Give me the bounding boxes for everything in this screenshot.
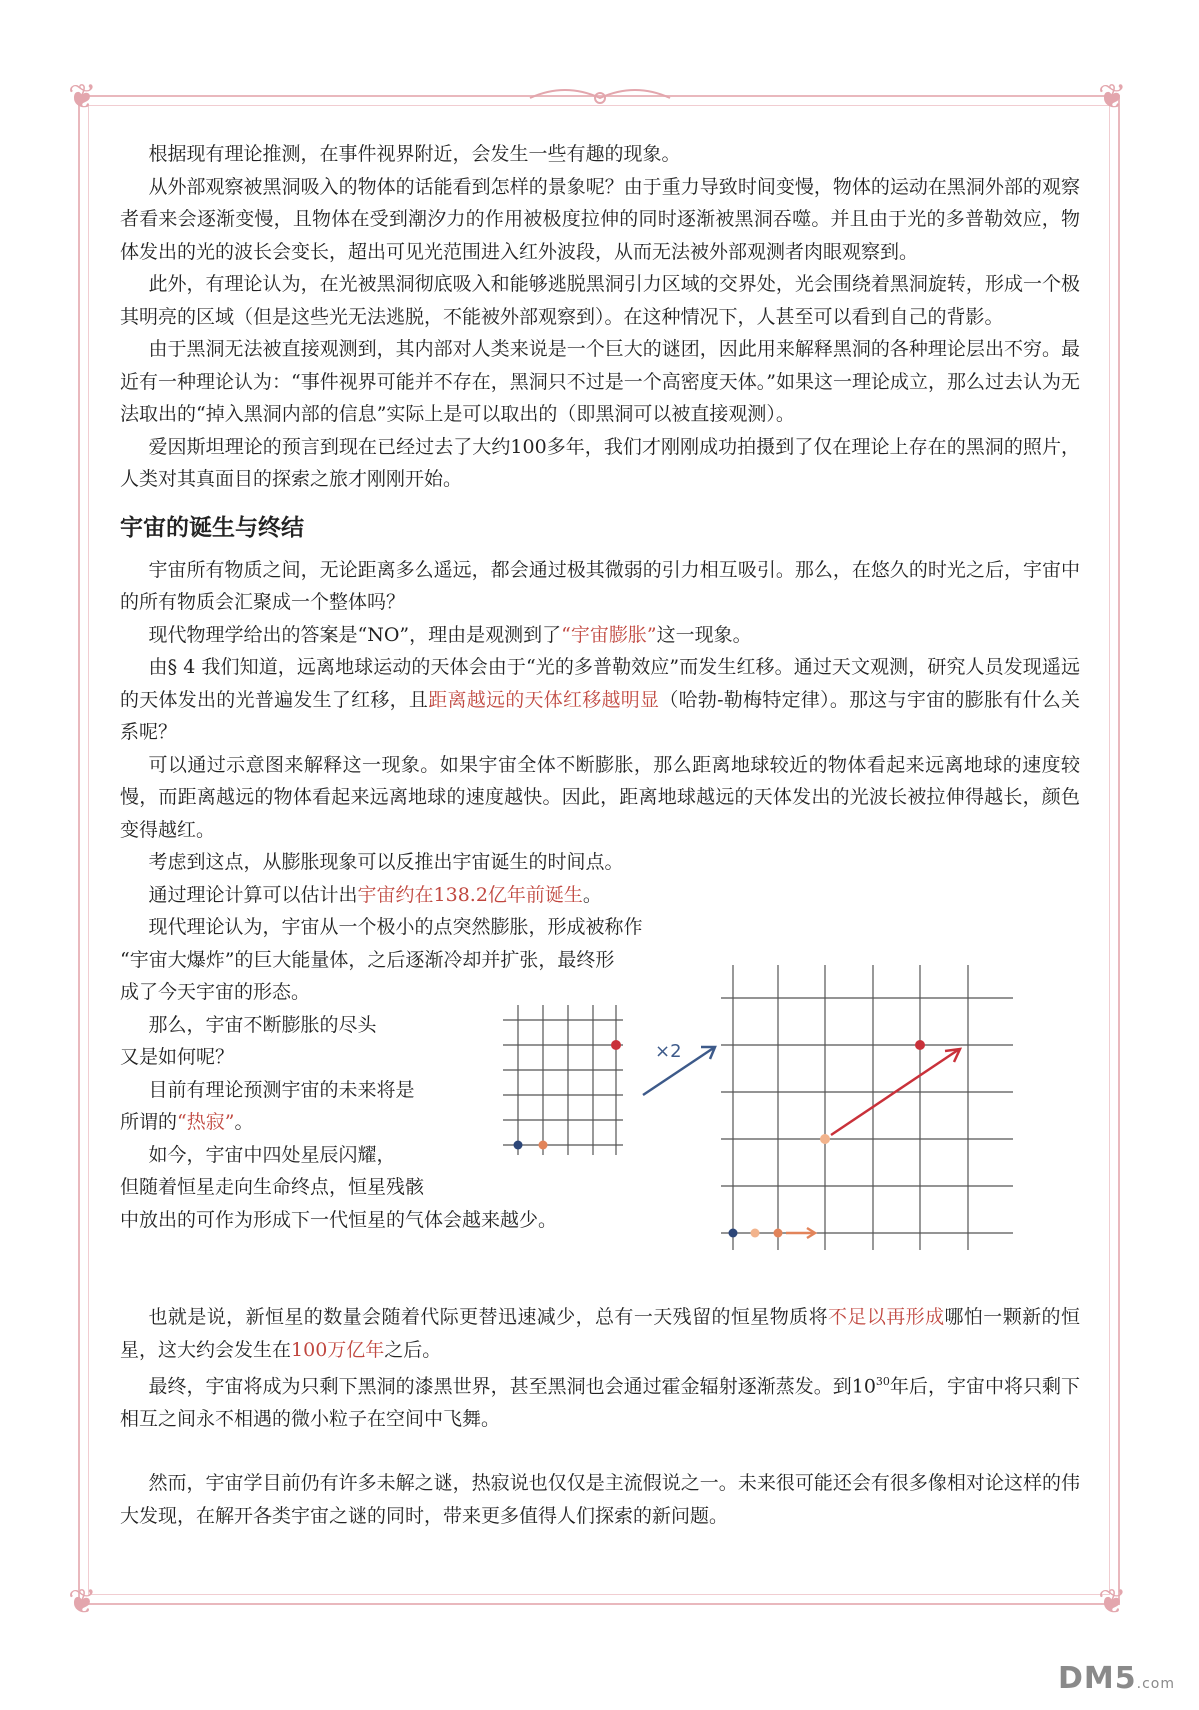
paragraph: 爱因斯坦理论的预言到现在已经过去了大约100多年，我们才刚刚成功拍摄到了仅在理论上存在的黑洞的照片，人类对其真面目的探索之旅才刚刚开始。 [120, 435, 1080, 490]
paragraph: 此外，有理论认为，在光被黑洞彻底吸入和能够逃脱黑洞引力区域的交界处，光会围绕着黑洞旋转，形成一个极其明亮的区域（但是这些光无法逃脱，不能被外部观察到）。在这种情况下，人甚至可以看到自己的背影。 [120, 273, 1080, 328]
corner-ornament-top-left: ❦ [68, 77, 97, 117]
far-motion-arrow-head [945, 1049, 960, 1062]
corner-ornament-top-right: ❦ [1098, 77, 1127, 117]
highlight-text: “热寂” [177, 1111, 235, 1133]
far-object-origin-dot [820, 1134, 830, 1144]
corner-ornament-bottom-left: ❦ [68, 1582, 97, 1622]
expansion-diagram [503, 965, 1063, 1290]
far-object-dot [611, 1040, 621, 1050]
text-line: 现代理论认为，宇宙从一个极小的点突然膨胀，形成被称作 [148, 916, 643, 938]
paragraph: 由于黑洞无法被直接观测到，其内部对人类来说是一个巨大的谜团，因此用来解释黑洞的各种理论层出不穷。最近有一种理论认为：“事件视界可能并不存在，黑洞只不过是一个高密度天体。”如果这一理论成立，那么过去认为无法取出的“掉入黑洞内部的信息”实际上是可以取出的（即黑洞可以被直接观测）。 [120, 338, 1080, 425]
text-line: 中放出的可作为形成下一代恒星的气体会越来越少。 [120, 1208, 558, 1231]
near-object-origin-dot [751, 1229, 760, 1238]
paragraph: 通过理论计算可以估计出宇宙约在138.2亿年前诞生。 [148, 883, 602, 906]
paragraph: 现代物理学给出的答案是“NO”，理由是观测到了“宇宙膨胀”这一现象。 [148, 623, 752, 646]
paragraph: 也就是说，新恒星的数量会随着代际更替迅速减少，总有一天残留的恒星物质将不足以再形成哪怕一颗新的恒星，这大约会发生在100万亿年之后。 [120, 1306, 1080, 1361]
scale-label: ×2 [655, 1041, 682, 1062]
highlight-text: 不足以再形成 [828, 1306, 945, 1328]
paragraph: 从外部观察被黑洞吸入的物体的话能看到怎样的景象呢？由于重力导致时间变慢，物体的运动在黑洞外部的观察者看来会逐渐变慢，且物体在受到潮汐力的作用被极度拉伸的同时逐渐被黑洞吞噬。并且由于光的多普勒效应，物体发出的光的波长会变长，超出可见光范围进入红外波段，从而无法被外部观测者肉眼观察到。 [120, 175, 1080, 263]
paragraph: 考虑到这点，从膨胀现象可以反推出宇宙诞生的时间点。 [148, 851, 624, 873]
paragraph: 根据现有理论推测，在事件视界附近，会发生一些有趣的现象。 [148, 143, 681, 165]
paragraph: 宇宙所有物质之间，无论距离多么遥远，都会通过极其微弱的引力相互吸引。那么，在悠久的时光之后，宇宙中的所有物质会汇聚成一个整体吗？ [120, 558, 1080, 613]
corner-ornament-bottom-right: ❦ [1098, 1582, 1127, 1622]
paragraph: 由§ 4 我们知道，远离地球运动的天体会由于“光的多普勒效应”而发生红移。通过天文观测，研究人员发现遥远的天体发出的光普遍发生了红移，且距离越远的天体红移越明显（哈勃-勒梅特定律）。那这与宇宙的膨胀有什么关系呢？ [120, 656, 1080, 743]
earth-dot [514, 1141, 523, 1150]
large-grid [721, 965, 1013, 1250]
highlight-text: “宇宙膨胀” [561, 623, 657, 646]
text-line: 那么，宇宙不断膨胀的尽头 [148, 1013, 377, 1036]
paragraph: 可以通过示意图来解释这一现象。如果宇宙全体不断膨胀，那么距离地球较近的物体看起来远离地球的速度较慢，而距离越远的物体看起来远离地球的速度越快。因此，距离地球越远的天体发出的光波长被拉伸得越长，颜色变得越红。 [120, 753, 1080, 841]
text-line: 成了今天宇宙的形态。 [120, 981, 311, 1003]
text-line: 如今，宇宙中四处星辰闪耀， [148, 1143, 396, 1166]
highlight-text: 距离越远的天体红移越明显 [428, 688, 660, 711]
earth-dot [729, 1229, 738, 1238]
text-line: 又是如何呢？ [120, 1046, 235, 1068]
highlight-text: 宇宙约在138.2亿年前诞生 [357, 883, 583, 906]
site-watermark: DM5.com [1058, 1661, 1175, 1696]
near-object-dot [539, 1141, 548, 1150]
text-line: “宇宙大爆炸”的巨大能量体，之后逐渐冷却并扩张，最终形 [120, 948, 615, 971]
text-line: 目前有理论预测宇宙的未来将是 [148, 1078, 415, 1101]
top-ornament [525, 80, 675, 110]
text-line: 但随着恒星走向生命终点，恒星残骸 [120, 1176, 425, 1198]
highlight-text: 100万亿年 [291, 1338, 385, 1361]
far-object-dot [915, 1040, 925, 1050]
small-grid [503, 1005, 623, 1155]
section-title: 宇宙的诞生与终结 [120, 513, 304, 541]
text-line: 所谓的“热寂”。 [120, 1111, 254, 1133]
article-body [120, 138, 1080, 1532]
paragraph: 最终，宇宙将成为只剩下黑洞的漆黑世界，甚至黑洞也会通过霍金辐射逐渐蒸发。到$10^{30}$年后，宇宙中将只剩下相互之间永不相遇的微小粒子在空间中飞舞。 [120, 1375, 1080, 1430]
near-object-dot [774, 1229, 783, 1238]
paragraph: 然而，宇宙学目前仍有许多未解之谜，热寂说也仅仅是主流假说之一。未来很可能还会有很多像相对论这样的伟大发现，在解开各类宇宙之谜的同时，带来更多值得人们探索的新问题。 [120, 1472, 1080, 1527]
